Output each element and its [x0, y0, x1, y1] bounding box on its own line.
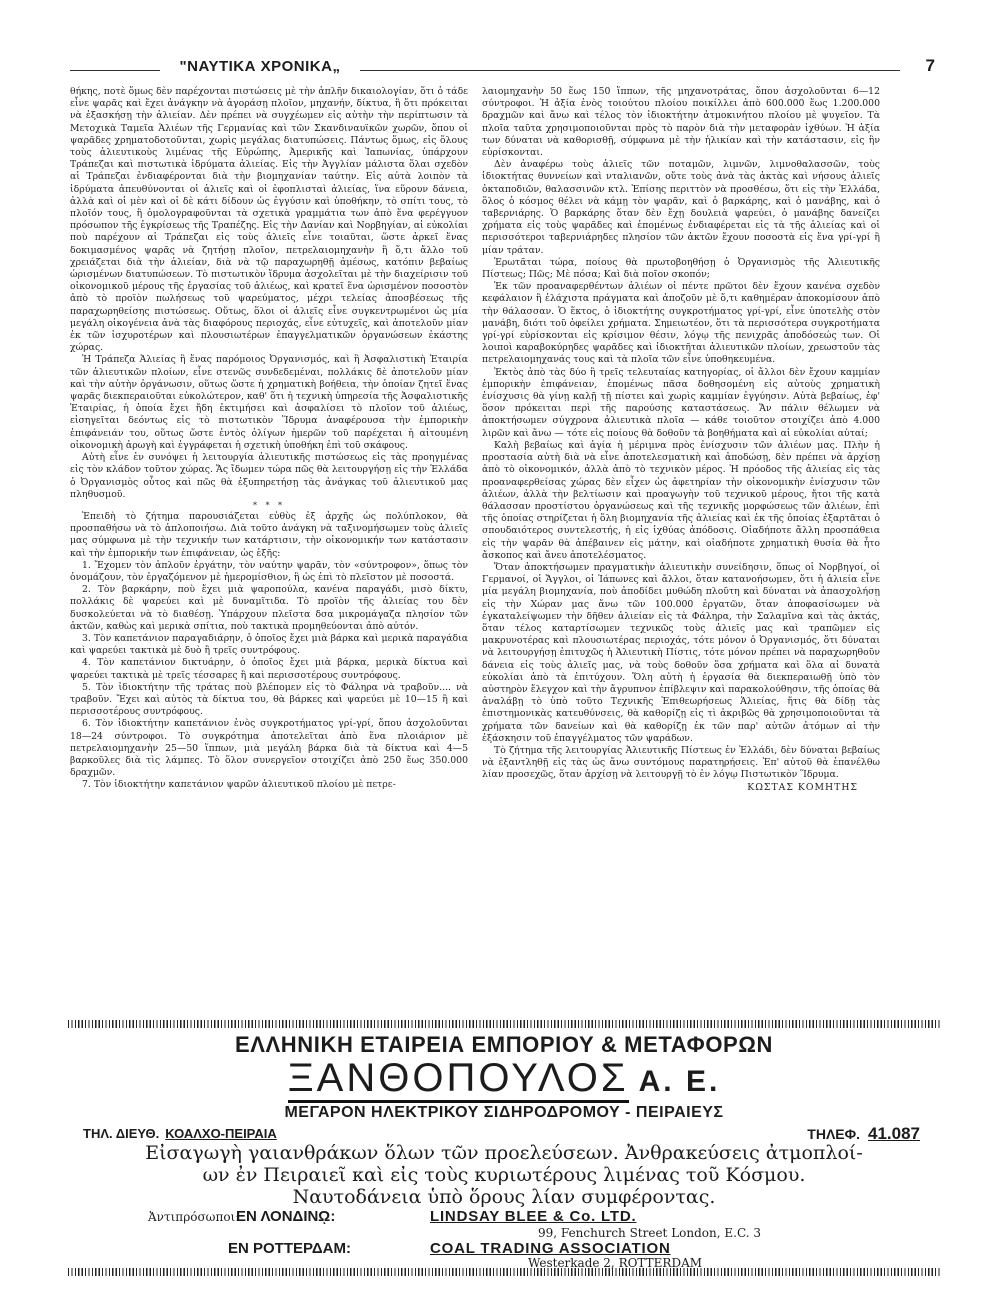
article-paragraph: Ἡ Τράπεζα Ἁλιείας ἢ ἕνας παρόμοιος Ὀργανισμός, καὶ ἢ Ἀσφαλιστικὴ Ἑταιρία τῶν ἁλιευτικῶν πλοίων, εἶνε στενῶς συνδεδεμέναι, πολλάκις δὲ ἀποτελοῦν μίαν καὶ τὴν αὐτὴν ὀργάνωσιν, οὕτως ὥστε ἡ χρηματικὴ βοήθεια, τὴν ὁποίαν ζητεῖ ἕνας ψαρᾶς διεκπεραιοῦται εὐκολώτερον, καθ' ὅτι ἡ τεχνικὴ ὑπηρεσία τῆς Ἀσφαλιστικῆς Ἑταιρίας, ἡ ὁποία ἔχει ἤδη ἐκτιμήσει καὶ ἀσφαλίσει τὸ πλοῖον τοῦ ἁλιέως, εἰσηγεῖται δεόντως εἰς τὸ πιστωτικὸν Ἵδρυμα ἀναφέρουσα τὴν ἐμπορικὴν ἐπιφάνειάν του, οὕτως ὥστε ἐντὸς ὀλίγων ἡμερῶν τοῦ παρέχεται ἡ αἰτουμένη οἰκονομικὴ ἀρωγὴ καὶ ἐγγράφεται ἡ σχετικὴ ὑποθήκη ἐπὶ τοῦ σκάφους. [70, 354, 468, 451]
list-item: 3. Τὸν καπετάνιον παραγαδιάρην, ὁ ὁποῖος ἔχει μιὰ βάρκα καὶ μερικὰ παραγάδια καὶ ψαρεύει τακτικὰ μὲ δυὸ ἢ τρεῖς συντρόφους. [70, 632, 468, 657]
list-item: 7. Τὸν ἰδιοκτήτην καπετάνιον ψαρῶν ἁλιευτικοῦ πλοίου μὲ πετρε- [82, 779, 396, 791]
ad-address: ΜΕΓΑΡΟΝ ΗΛΕΚΤΡΙΚΟΥ ΣΙΔΗΡΟΔΡΟΜΟΥ - ΠΕΙΡΑΙΕΥΣ [284, 1104, 724, 1121]
london-address: 99, Fenchurch Street London, E.C. 3 [538, 1226, 761, 1240]
article-paragraph: λαιομηχανὴν 50 ἕως 150 ἵππων, τῆς μηχανοτράτας, ὅπου ἀσχολοῦνται 6—12 σύντροφοι. Ἡ ἀξία ἑνὸς τοιούτου πλοίου ποικίλλει ἀπὸ 600.000 ἕως 1.200.000 δραχμῶν καὶ ἄνω καὶ τέλος τὸν ἰδιοκτήτην ἀτμοκινήτου πλοίου μὲ ψυγεῖον. Τὰ πλοῖα ταῦτα χρησιμοποιοῦνται πρὸς τὸ παρὸν διὰ τὴν μεταφορὰν ἰχθύων. Ἡ ἀξία των δύναται νὰ καθορισθῇ, σύμφωνα μὲ τὴν ἡλικίαν καὶ τὴν κατάστασιν, εἰς ἣν εὑρίσκονται. [482, 86, 880, 159]
rotterdam-agent: COAL TRADING ASSOCIATION [430, 1240, 671, 1257]
london-label: ΕΝ ΛΟΝΔΙΝῼ: [236, 1208, 336, 1225]
running-header [70, 58, 935, 82]
ad-brand-suffix: Α. Ε. [638, 1065, 721, 1098]
article-paragraph: Ἐκτὸς ἀπὸ τὰς δύο ἢ τρεῖς τελευταίας κατηγορίας, οἱ ἄλλοι δὲν ἔχουν καμμίαν ἐμπορικὴν ἐπιφάνειαν, ἑπομένως πᾶσα δοθησομένη εἰς αὐτοὺς χρηματικὴ ἐνίσχυσις θὰ γίνῃ καλῇ τῇ πίστει καὶ χωρὶς καμμίαν ἐγγύησιν. Αὐτὰ βεβαίως, ἐφ' ὅσον πρόκειται περὶ τῆς παρούσης καταστάσεως. Ἄν πάλιν θέλωμεν νὰ ἀποκτήσωμεν σύγχρονα ἁλιευτικὰ πλοῖα — κάθε τοιοῦτον στοιχίζει ἀπὸ 4.000 λιρῶν καὶ ἄνω — τότε εἰς ποίους θὰ δοθοῦν τὰ βοηθήματα καὶ αἱ εὐκολίαι αὐταί; [482, 366, 880, 439]
article-paragraph: Καλὴ βεβαίως καὶ ἁγία ἡ μέριμνα πρὸς ἐνίσχυσιν τῶν ἁλιέων μας. Πλὴν ἡ προστασία αὐτὴ διὰ νὰ εἶνε ἀποτελεσματικὴ καὶ ἀποδώσῃ, δὲν πρέπει νὰ ἀρχίσῃ ἀπὸ τὸ οἰκονομικόν, ἀλλὰ ἀπὸ τὸ τεχνικὸν μέρος. Ἡ πρόοδος τῆς ἁλιείας εἰς τὰς προαναφερθείσας χώρας δὲν εἶχεν ὡς ἀφετηρίαν τὴν οἰκονομικὴν ἐνίσχυσιν τῶν ἁλιέων, ἀλλὰ τὴν βελτίωσιν καὶ προαγωγὴν τοῦ τεχνικοῦ μέρους, ἤτοι τῆς κατὰ θάλασσαν προστίστου ὀργανώσεως καὶ τῆς τεχνικῆς μορφώσεως τῶν ἁλιέων, ἐπὶ τῆς ὁποίας στηρίζεται ἡ ὅλη βιομηχανία τῆς ἁλιείας καὶ ἐκ τῆς ὁποίας ἐξαρτᾶται ὁ σπουδαιότερος συντελεστής, ἡ εἰς ἰχθύας ἀπόδοσις. Οἱαδήποτε ἄλλη προσπάθεια εἰς τὴν ψαρᾶν θὰ ἀπέβαινεν εἰς μάτην, καὶ οἱαδήποτε χρηματικὴ θυσία θὰ ἦτο ἄσκοπος καὶ ἄνευ ἀποτελέσματος. [482, 439, 880, 561]
ad-company-name: ΕΛΛΗΝΙΚΗ ΕΤΑΙΡΕΙΑ ΕΜΠΟΡΙΟΥ & ΜΕΤΑΦΟΡΩΝ [234, 1032, 774, 1057]
list-item: 2. Τὸν βαρκάρην, ποὺ ἔχει μιὰ ψαροπούλα, κανένα παραγάδι, μισὸ δίκτυ, πολλάκις δὲ ψαρεύει καὶ μὲ δυναμῖτιδα. Τὸ προϊὸν τῆς ἁλιείας του δὲν δυσκολεύεται νὰ τὸ διαθέσῃ. Ὑπάρχουν πλεῖστα δσα μικρομάγαζα πλησίον τῶν ἀκτῶν, καθὼς καὶ μερικὰ σπίτια, ποὺ τακτικὰ προμηθεύονται ἀπὸ αὐτόν. [70, 584, 468, 632]
list-item: 5. Τὸν ἰδιοκτήτην τῆς τράτας ποὺ βλέπομεν εἰς τὸ Φάληρα νὰ τραβοῦν.... νὰ τραβοῦν. Ἔχει καὶ αὐτὸς τὰ δίκτυα του, θὰ βάρκες καὶ ψαρεύει μὲ 10—15 ἢ καὶ περισσοτέρους συντρόφους. [70, 681, 468, 718]
ad-phone-value: 41.087 [868, 1124, 920, 1143]
ad-telegraph-label: ΤΗΛ. ΔΙΕΥΘ. [83, 1126, 160, 1141]
london-agent: LINDSAY BLEE & Co. LTD. [430, 1208, 637, 1225]
article-paragraph: Δὲν ἀναφέρω τοὺς ἁλιεῖς τῶν ποταμῶν, λιμνῶν, λιμνοθαλασσῶν, τοὺς ἰδιοκτήτας θυννείων καὶ νταλιανῶν, οὔτε τοὺς ἀνὰ τὰς ἀκτὰς καὶ νήσους ἁλιεῖς ὀκταποδιῶν, θαλασσινῶν κτλ. Ἐπίσης περιττὸν νὰ προσθέσω, ὅτι εἰς τὴν Ἑλλάδα, ὅλος ὁ κόσμος θέλει νὰ κάμῃ τὸν ψαρᾶν, καὶ ὁ βαρκάρης, καὶ ὁ μανάβης, καὶ ὁ ταβερνιάρης. Ὁ βαρκάρης ὅταν δὲν ἔχῃ δουλειὰ ψαρεύει, ὁ μανάβης δανείζει χρήματα εἰς τοὺς ψαρᾶδες καὶ ἑπομένως ἐνδιαφέρεται εἰς τὰ τῆς ἁλιείας καὶ οἱ περισσότεροι ταβερνιάρηδες πλησίον τῶν ἀκτῶν ἔχουν ποσοστὰ εἰς ἕνα γρί-γρί ἢ μίαν τράταν. [482, 159, 880, 256]
article-column-left [70, 86, 468, 1021]
section-separator: * * * [252, 500, 286, 510]
article-paragraph: θήκης, ποτὲ ὅμως δὲν παρέχονται πιστώσεις μὲ τὴν ἁπλῆν δικαιολογίαν, ὅτι ὁ τάδε εἶνε ψαρᾶς καὶ ἔχει ἀνάγκην νὰ ἀγοράσῃ πλοῖον, μηχανήν, δίκτυα, ἢ ὅτι πρόκειται νὰ ἐξασκήσῃ τὴν ἁλιείαν. Δὲν πρέπει νὰ συγχέωμεν εἰς αὐτὴν τὴν περίπτωσιν τὰ Μετοχικὰ Ταμεῖα Ἁλιέων τῆς Γερμανίας καὶ τῶν Σκανδιναυϊκῶν χωρῶν, ὅπου οἱ ψαρᾶδες χρηματοδοτοῦνται, χωρὶς μεγάλας διατυπώσεις. Πάντως ὅμως, εἰς ὅλους τοὺς ἁλιευτικοὺς λιμένας τῆς Εὐρώπης, Ἀμερικῆς καὶ Ἰαπωνίας, ὑπάρχουν Τράπεζαι καὶ πιστωτικὰ ἱδρύματα ἁλιείας. Εἰς τὴν Ἀγγλίαν μάλιστα ὅλαι σχεδὸν αἱ Τράπεζαι ἐνδιαφέρονται διὰ τὴν βιομηχανίαν ταύτην. Εἰς αὐτὰ λοιπὸν τὰ ἱδρύματα ἀπευθύνονται οἱ ἁλιεῖς καὶ οἱ ἐφοπλισταὶ ἁλιείας, ἵνα εὕρουν δάνεια, ἀλλὰ καὶ οἱ μὲν καὶ οἱ δὲ κάτι δίδουν ὡς ἐγγύσιν καὶ ὑποθήκην, τὸ σπίτι τους, τὸ πλοῖόν τους, ἢ ὁμολογραφοῦνται τὰ σχετικὰ γραμμάτια των ἀπὸ ἕνα φερέγγυον πρόσωπον τῆς ἐγκρίσεως τῆς Τραπέζης. Εἰς τὴν Δανίαν καὶ Νορβηγίαν, αἱ εὐκολίαι ποὺ παρέχουν αἱ Τράπεζαι εἰς τοὺς ἁλιεῖς εἶνε τοιαῦται, ὥστε ἀρκεῖ ἕνας δοκιμασμένος ψαρᾶς νὰ ζητήσῃ πλοῖον, πετρελαιομηχανὴν ἢ ὅ,τι ἄλλο τοῦ χρειάζεται διὰ τὴν ἁλιείαν, διὰ νὰ τῷ παραχωρηθῇ ἀμέσως, κατόπιν βεβαίως ὡρισμένων διατυπώσεων. Τὸ πιστωτικὸν ἵδρυμα ἀσχολεῖται μὲ τὴν διαχείρισιν τοῦ οἰκονομικοῦ μέρους τῆς ἐργασίας τοῦ ἁλιέως, καὶ κρατεῖ ἕνα ὡρισμένον ποσοστὸν ἀπὸ τὸ προϊὸν πωλήσεως τοῦ ψαρεύματος, μέχρι τελείας ἀποσβέσεως τῆς παραχωρηθείσης πιστώσεως. Οὕτως, ὅλοι οἱ ἁλιεῖς εἶνε συγκεντρωμένοι ὡς μία μεγάλη οἰκογένεια ἀνὰ τὰς διαφόρους περιοχάς, εἶνε εὐτυχεῖς, καὶ ἀποτελοῦν μίαν ἐκ τῶν ἰσχυροτέρων καὶ πλουσιωτέρων ἐπαγγελματικῶν ὀργανώσεων ἑκάστης χώρας. [70, 86, 468, 354]
list-item: 4. Τὸν καπετάνιον δικτυάρην, ὁ ὁποῖος ἔχει μιὰ βάρκα, μερικὰ δίκτυα καὶ ψαρεύει τακτικὰ μὲ τρεῖς τέσσαρες ἢ καὶ περισσοτέρους συντρόφους. [70, 657, 468, 681]
list-item: 1. Ἔχομεν τὸν ἁπλοῦν ἐργάτην, τὸν ναύτην ψαρᾶν, τὸν «σύντροφον», ὅπως τὸν ὀνομάζουν, τὸν ἐργαζόμενον μὲ ἡμερομίσθιον, ἢ ὡς ἐπὶ τὸ πλεῖστον μὲ ποσοστά. [70, 559, 468, 583]
agents-label: Ἀντιπρόσωποι: [148, 1210, 240, 1224]
article-paragraph: Αὐτὴ εἶνε ἐν συνόψει ἡ λειτουργία ἁλιευτικῆς πιστώσεως εἰς τὰς προηγμένας εἰς τὸν κλάδον τοῦτον χώρας. Ἄς ἴδωμεν τώρα πῶς θὰ λειτουργήσῃ εἰς τὴν Ἑλλάδα ὁ Ὀργανισμὸς οὗτος καὶ πῶς θὰ ἐξυπηρετήσῃ τὰς ἀνάγκας τοῦ ἁλιευτικοῦ μας πληθυσμοῦ. [70, 452, 468, 500]
rotterdam-label: ΕΝ ΡΟΤΤΕΡΔΑΜ: [228, 1240, 352, 1257]
ad-agents-section [68, 1020, 940, 1272]
header-rule-right [360, 70, 900, 71]
journal-title: "ΝΑΥΤΙΚΑ ΧΡΟΝΙΚΑ„ [179, 58, 341, 75]
list-item: 6. Τὸν ἰδιοκτήτην καπετάνιον ἑνὸς συγκροτήματος γρί-γρί, ὅπου ἀσχολοῦνται 18—24 σύντροφοι. Τὸ συγκρότημα ἀποτελεῖται ἀπὸ ἕνα πλοιάριον μὲ πετρελαιομηχανὴν 25—50 ἵππων, μιὰ μεγάλη βάρκα διὰ τὰ δίκτυα καὶ 4—5 βαρκοῦλες διὰ τὶς λάμπες. Τὸ ὅλον συνεργεῖον στοιχίζει ἀπὸ 250 ἕως 350.000 δραχμῶν. [70, 718, 468, 779]
article-paragraph: Ὅταν ἀποκτήσωμεν πραγματικὴν ἁλιευτικὴν συνείδησιν, ὅπως οἱ Νορβηγοί, οἱ Γερμανοί, οἱ Ἄγγλοι, οἱ Ἰάπωνες καὶ ἄλλοι, ὅταν κατανοήσωμεν, ὅτι ἡ ἁλιεία εἶνε μία μεγάλη βιομηχανία, ποὺ ἀποδίδει μυθώδη πλοῦτη καὶ δύναται νὰ ἀπασχολήσῃ εἰς τὴν Χώραν μας ἄνω τῶν 100.000 ἐργατῶν, ὅταν ἀποφασίσωμεν νὰ ἐγκαταλείψωμεν τὴν δῆθεν ἁλιείαν εἰς τὰ Φάληρα, τὴν Σαλαμῖνα καὶ τὰς ἀκτάς, ὅταν τέλος καταρτίσωμεν τεχνικῶς τοὺς ἁλιεῖς μας καὶ τραπῶμεν εἰς μακρυνοτέρας καὶ πλουσιωτέρας περιοχάς, τότε μόνον ὁ Ὀργανισμός, ὅτι δύναται νὰ λειτουργήσῃ ἐπιτυχῶς ἡ Ἁλιευτικὴ Πίστις, τότε μόνον πρέπει νὰ παραχωρηθοῦν δάνεια εἰς τοὺς ἁλιεῖς μας, νὰ τοὺς δοθοῦν ὅσα χρήματα καὶ ὅλα αἱ δυνατὰ εὐκολίαι ἀπὸ τὰ ἐπιτύχουν. Ὅλη αὐτὴ ἡ ἐργασία θὰ διεκπεραιωθῇ ὑπὸ τὸν αὐστηρὸν ἔλεγχον καὶ τὴν ἄγρυπνον ἐπίβλεψιν καὶ παρακολούθησιν, τῆς ὁποίας θὰ ἀναλάβῃ τὸ ὑπὸ τοῦτο Τεχνικῆς Ἐπιθεωρήσεως Ἁλιείας, ἥτις θὰ δίδῃ τὰς ἐπιστημονικὰς κατευθύνσεις, θὰ καθορίζῃ εἰς τὶ ἀκριβῶς θὰ χρησιμοποιοῦνται τὰ χρήματα τῶν δανείων καὶ θὰ καθορίζῃ ἐκ τῶν παρ' αὐτῶν ἀτόμων αἱ τὴν ἐξάσκησιν τοῦ ἐπαγγέλματος τῶν ψαράδων. [482, 561, 880, 744]
ad-services-line: ων ἐν Πειραιεῖ καὶ εἰς τοὺς κυριωτέρους λιμένας τοῦ Κόσμου. [202, 1164, 806, 1186]
ad-phone-label: ΤΗΛΕΦ. [807, 1126, 860, 1142]
article-paragraph: Τὸ ζήτημα τῆς λειτουργίας Ἁλιευτικῆς Πίστεως ἐν Ἑλλάδι, δὲν δύναται βεβαίως νὰ ἐξαντληθῇ εἰς τὰς ὡς ἄνω συντόμους παρατηρήσεις. Ἐπ' αὐτοῦ θὰ ἐπανέλθω λίαν προσεχῶς, ὅταν ἀρχίσῃ νὰ λειτουργῇ τὸ ἐν λόγῳ Πιστωτικὸν Ἵδρυμα. [482, 744, 880, 781]
ad-services-line: Ναυτοδάνεια ὑπὸ ὅρους λίαν συμφέροντας. [292, 1186, 716, 1208]
author-signature: ΚΩΣΤΑΣ ΚΟΜΗΤΗΣ [747, 781, 858, 793]
ad-services-line: Εἰσαγωγὴ γαιανθράκων ὅλων τῶν προελεύσεων. Ἀνθρακεύσεις ἀτμοπλοί- [145, 1142, 863, 1164]
article-column-right [482, 86, 880, 1021]
header-rule-left [70, 70, 160, 71]
article-paragraph: Ἐρωτᾶται τώρα, ποίους θὰ πρωτοβοηθήσῃ ὁ Ὀργανισμὸς τῆς Ἁλιευτικῆς Πίστεως; Πῶς; Μὲ πόσα; Καὶ διὰ ποῖον σκοπόν; [482, 256, 880, 281]
ad-brand-name: ΞΑΝΘΟΠΟΥΛΟΣ [288, 1056, 629, 1103]
article-paragraph: Ἐκ τῶν προαναφερθέντων ἁλιέων οἱ πέντε πρῶτοι δὲν ἔχουν κανένα σχεδὸν κεφάλαιον ἢ ἐλάχιστα πράγματα καὶ ἀποζοῦν μὲ ὅ,τι καθημέραν ἀποκομίσουν ἀπὸ τὴν θάλασσαν. Ὁ ἕκτος, ὁ ἰδιοκτήτης συγκροτήματος γρί-γρί, εἶνε ὑποτελὴς στὸν μανάβη, διότι τοῦ ὀφείλει χρήματα. Σημειωτέον, ὅτι τὰ περισσότερα συγκροτήματα γρί-γρί εὑρίσκονται εἰς κρίσιμον θέσιν, λόγῳ τῆς πενιχρᾶς ἀποδόσεώς των. Οἱ λοιποὶ καραβοκύρηδες ψαρᾶδες καὶ ἰδιοκτῆται ἁλιευτικῶν πλοίων, χρεωστοῦν τὰς πετρελαιομηχανάς τους καὶ τὰ πλοῖα τῶν εἶνε ὑποθηκευμένα. [482, 281, 880, 366]
rotterdam-address: Westerkade 2, ROTTERDAM [528, 1256, 703, 1270]
page-number: 7 [925, 56, 935, 75]
ad-telegraph-value: ΚΟΑΛΧΟ-ΠΕΙΡΑΙΑ [165, 1126, 277, 1141]
article-paragraph: Ἐπειδὴ τὸ ζήτημα παρουσιάζεται εὐθὺς ἐξ ἀρχῆς ὡς πολύπλοκον, θὰ προσπαθήσω νὰ τὸ ἁπλοποιήσω. Διὰ τοῦτο ἀνάγκη νὰ ταξινομήσωμεν τοὺς ἁλιεῖς μας σύμφωνα μὲ τὴν τεχνικήν των κατάρτισιν, τὴν οἰκονομικήν των κατάστασιν καὶ τὴν ἐμπορικήν των ἐπιφάνειαν, ὡς ἑξῆς: [70, 510, 468, 559]
